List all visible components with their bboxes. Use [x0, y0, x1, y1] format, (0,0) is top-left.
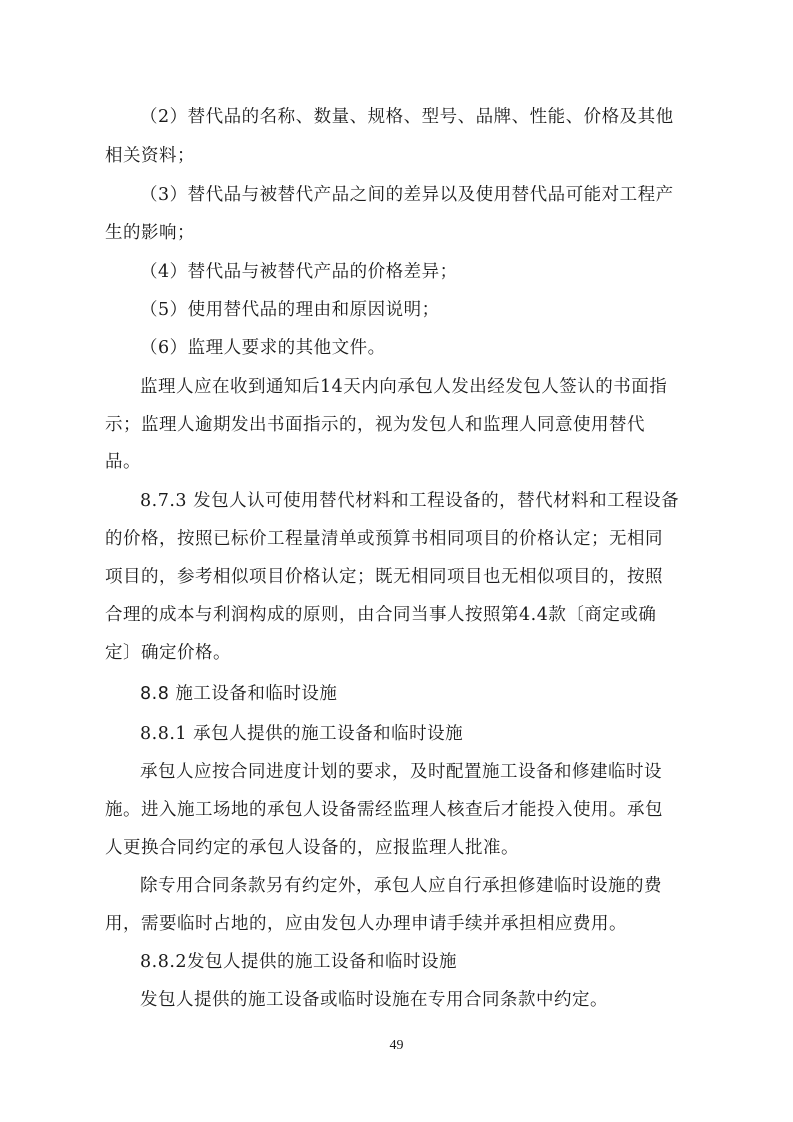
clause-8-7-3-line-5: 定〕确定价格。 [105, 643, 231, 663]
clause-8-7-3-line-1: 8.7.3 发包人认可使用替代材料和工程设备的，替代材料和工程设备 [140, 491, 680, 511]
clause-8-8-1-title: 8.8.1 承包人提供的施工设备和临时设施 [140, 724, 464, 744]
page-number: 49 [389, 1038, 404, 1053]
clause-8-8-2-title: 8.8.2发包人提供的施工设备和临时设施 [140, 952, 458, 972]
item-2-line-2: 相关资料； [105, 146, 195, 166]
clause-8-8-1-para-1-line-1: 承包人应按合同进度计划的要求，及时配置施工设备和修建临时设 [140, 762, 662, 782]
item-4: （4）替代品与被替代产品的价格差异； [140, 262, 458, 282]
clause-8-8-1-para-1-line-2: 施。进入施工场地的承包人设备需经监理人核查后才能投入使用。承包 [105, 800, 663, 820]
item-5: （5）使用替代品的理由和原因说明； [140, 300, 440, 320]
item-3-line-2: 生的影响； [105, 223, 195, 243]
paragraph-supervisor-line-1: 监理人应在收到通知后14天内向承包人发出经发包人签认的书面指 [140, 377, 668, 397]
clause-8-8-1-para-2-line-1: 除专用合同条款另有约定外，承包人应自行承担修建临时设施的费 [140, 876, 662, 896]
clause-8-8-1-para-2-line-2: 用，需要临时占地的，应由发包人办理申请手续并承担相应费用。 [105, 914, 627, 934]
item-2-line-1: （2）替代品的名称、数量、规格、型号、品牌、性能、价格及其他 [140, 107, 674, 127]
paragraph-supervisor-line-2: 示；监理人逾期发出书面指示的，视为发包人和监理人同意使用替代 [105, 415, 645, 435]
clause-8-7-3-line-2: 的价格，按照已标价工程量清单或预算书相同项目的价格认定；无相同 [105, 529, 663, 549]
clause-8-8-1-para-1-line-3: 人更换合同约定的承包人设备的，应报监理人批准。 [105, 838, 519, 858]
clause-8-8-2-para: 发包人提供的施工设备或临时设施在专用合同条款中约定。 [140, 990, 608, 1010]
clause-8-7-3-line-4: 合理的成本与利润构成的原则，由合同当事人按照第4.4款〔商定或确 [105, 605, 657, 625]
clause-8-7-3-line-3: 项目的，参考相似项目价格认定；既无相同项目也无相似项目的，按照 [105, 567, 663, 587]
paragraph-supervisor-line-3: 品。 [105, 452, 141, 472]
section-heading-8-8: 8.8 施工设备和临时设施 [140, 684, 338, 704]
item-3-line-1: （3）替代品与被替代产品之间的差异以及使用替代品可能对工程产 [140, 185, 674, 205]
item-6: （6）监理人要求的其他文件。 [140, 338, 386, 358]
